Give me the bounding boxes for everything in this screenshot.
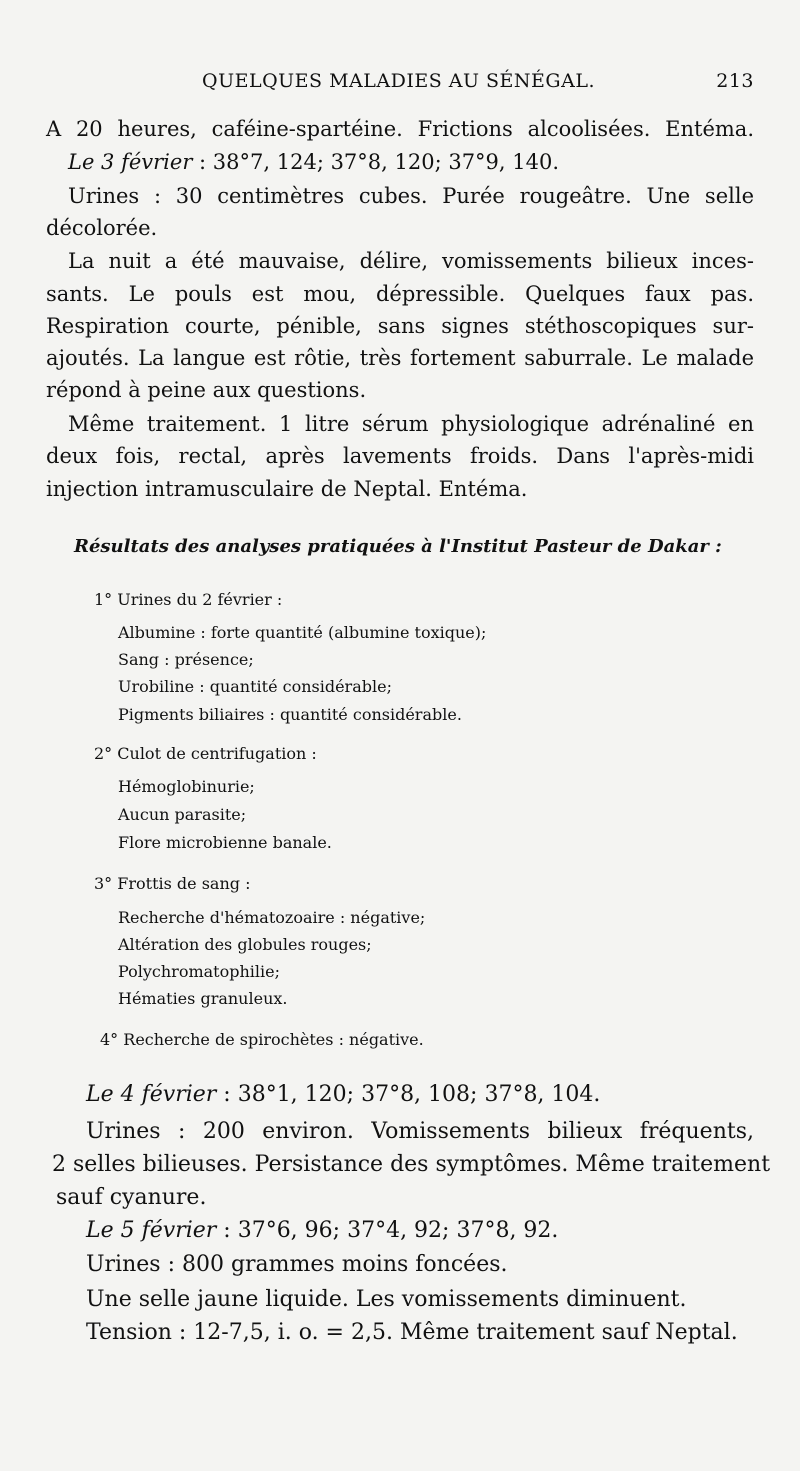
body-line: ajoutés. La langue est rôtie, très fortement saburrale. Le malade	[46, 346, 754, 370]
analysis-title: 3° Frottis de sang :	[94, 874, 251, 893]
analysis-item: Polychromatophilie;	[118, 962, 280, 981]
body-line: La nuit a été mauvaise, délire, vomissements bilieux inces-	[68, 249, 754, 273]
analysis-title: 1° Urines du 2 février :	[94, 590, 283, 609]
results-heading: Résultats des analyses pratiquées à l'Institut Pasteur de Dakar :	[74, 536, 722, 557]
analysis-title: 2° Culot de centrifugation :	[94, 744, 317, 763]
analysis-title: 4° Recherche de spirochètes : négative.	[100, 1030, 424, 1049]
body-line: deux fois, rectal, après lavements froids. Dans l'après-midi	[46, 444, 754, 468]
body-line: Urines : 30 centimètres cubes. Purée rougeâtre. Une selle	[68, 184, 754, 208]
body-line: 2 selles bilieuses. Persistance des symptômes. Même traitement	[52, 1152, 771, 1177]
date-label: Le 3 février	[68, 150, 193, 174]
date-values: : 38°1, 120; 37°8, 108; 37°8, 104.	[216, 1082, 601, 1107]
body-line: Même traitement. 1 litre sérum physiologique adrénaliné en	[68, 412, 754, 436]
body-line-date	[86, 1216, 754, 1246]
analysis-item: Albumine : forte quantité (albumine toxique);	[118, 623, 487, 642]
running-header	[46, 70, 754, 100]
analysis-item: Recherche d'hématozoaire : négative;	[118, 908, 426, 927]
analysis-item: Aucun parasite;	[118, 805, 247, 824]
analysis-item: Hémoglobinurie;	[118, 777, 255, 796]
header-title: QUELQUES MALADIES AU SÉNÉGAL.	[202, 70, 595, 92]
body-line: Respiration courte, pénible, sans signes stéthoscopiques sur-	[46, 314, 754, 338]
analysis-item: Pigments biliaires : quantité considérable.	[118, 705, 462, 724]
body-line: sants. Le pouls est mou, dépressible. Quelques faux pas.	[46, 282, 754, 306]
date-values: : 38°7, 124; 37°8, 120; 37°9, 140.	[192, 150, 560, 174]
analysis-item: Hématies granuleux.	[118, 989, 288, 1008]
date-label: Le 4 février	[86, 1082, 217, 1107]
body-line-date	[68, 147, 754, 177]
page-number: 213	[716, 70, 754, 92]
date-label: Le 5 février	[86, 1218, 217, 1243]
analysis-item: Urobiline : quantité considérable;	[118, 677, 392, 696]
body-line: décolorée.	[46, 216, 158, 240]
analysis-item: Flore microbienne banale.	[118, 833, 332, 852]
body-line: A 20 heures, caféine-spartéine. Frictions alcoolisées. Entéma.	[46, 117, 754, 141]
body-line: Urines : 200 environ. Vomissements bilieux fréquents,	[86, 1119, 754, 1144]
body-line: injection intramusculaire de Neptal. Entéma.	[46, 477, 528, 501]
body-line: Urines : 800 grammes moins foncées.	[86, 1252, 508, 1277]
body-line: Tension : 12-7,5, i. o. = 2,5. Même traitement sauf Neptal.	[86, 1320, 738, 1345]
body-line: sauf cyanure.	[56, 1185, 207, 1210]
body-line: répond à peine aux questions.	[46, 378, 367, 402]
analysis-item: Altération des globules rouges;	[118, 935, 372, 954]
date-values: : 37°6, 96; 37°4, 92; 37°8, 92.	[216, 1218, 559, 1243]
body-line-date	[86, 1080, 754, 1110]
body-line: Une selle jaune liquide. Les vomissements diminuent.	[86, 1287, 687, 1312]
analysis-item: Sang : présence;	[118, 650, 254, 669]
